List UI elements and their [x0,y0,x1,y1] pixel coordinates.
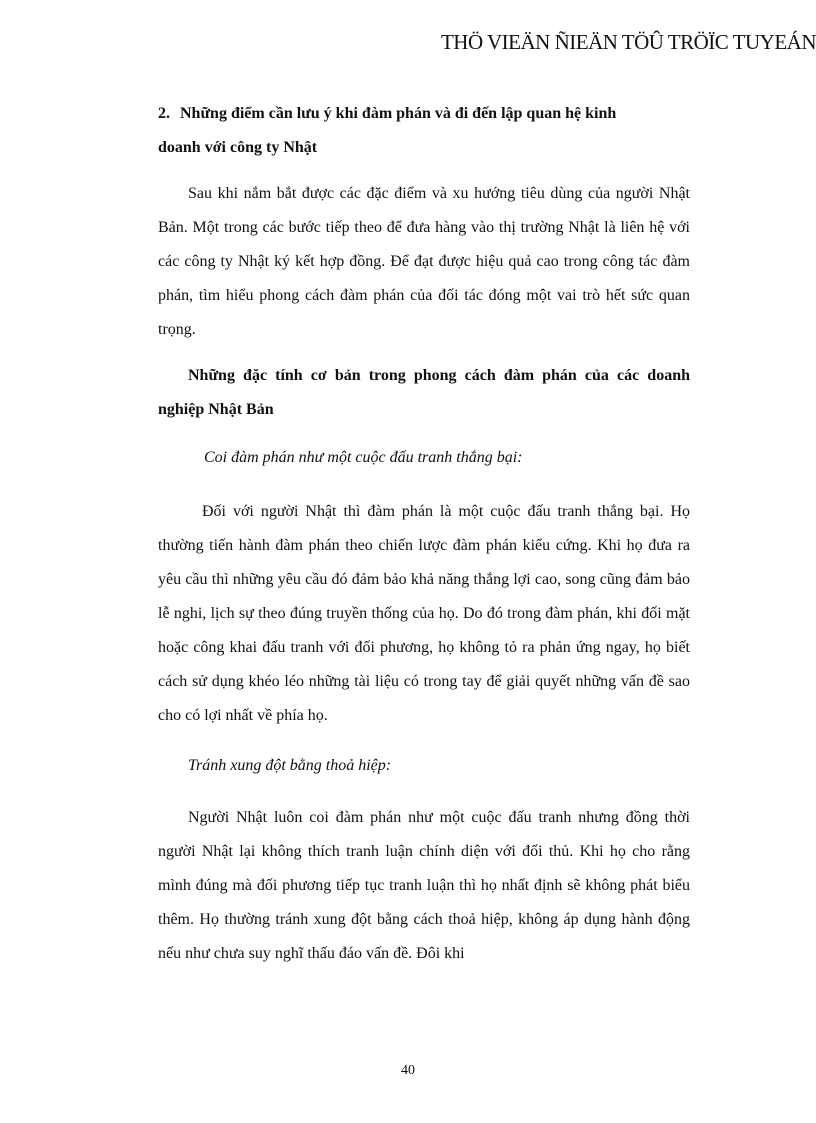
trait2-paragraph: Người Nhật luôn coi đàm phán như một cuộc đấu tranh nhưng đồng thời người Nhật lại không thích tranh luận chính diện với đối thủ. Khi họ cho rằng mình đúng mà đối phương tiếp tục tranh luận thì họ nhất định sẽ không phát biểu thêm. Họ thường tránh xung đột bằng cách thoả hiệp, không áp dụng hành động nếu như chưa suy nghĩ thấu đáo vấn đề. Đôi khi [158,809,690,962]
section-heading-line1: Những điểm cần lưu ý khi đàm phán và đi đến lập quan hệ kinh [180,105,617,122]
trait1-paragraph: Đối với người Nhật thì đàm phán là một cuộc đấu tranh thắng bại. Họ thường tiến hành đàm phán theo chiến lược đàm phán kiểu cứng. Khi họ đưa ra yêu cầu thì những yêu cầu đó đảm bảo khả năng thắng lợi cao, song cũng đảm bảo lễ nghi, lịch sự theo đúng truyền thống của họ. Do đó trong đàm phán, khi đối mặt hoặc công khai đấu tranh với đối phương, họ không tỏ ra phản ứng ngay, họ biết cách sử dụng khéo léo những tài liệu có trong tay để giải quyết những vấn đề sao cho có lợi nhất về phía họ. [158,503,690,724]
document-body [158,97,690,971]
section-number: 2. [158,105,170,122]
trait2-title: Tránh xung đột bằng thoả hiệp: [188,757,392,774]
subsection-heading: Những đặc tính cơ bản trong phong cách đàm phán của các doanh nghiệp Nhật Bản [158,367,690,418]
section-heading [158,97,690,131]
trait1-title: Coi đàm phán như một cuộc đấu tranh thắng bại: [204,449,523,466]
page-header: THÖ VIEÄN ÑIEÄN TÖÛ TRÖÏC TUYEÁN [440,30,816,54]
section-heading-line2: doanh với công ty Nhật [158,139,318,156]
intro-paragraph: Sau khi nắm bắt được các đặc điểm và xu hướng tiêu dùng của người Nhật Bản. Một trong các bước tiếp theo để đưa hàng vào thị trường Nhật là liên hệ với các công ty Nhật ký kết hợp đồng. Để đạt được hiệu quả cao trong công tác đàm phán, tìm hiểu phong cách đàm phán của đối tác đóng một vai trò hết sức quan trọng. [158,185,690,338]
page-number: 40 [401,1063,415,1078]
